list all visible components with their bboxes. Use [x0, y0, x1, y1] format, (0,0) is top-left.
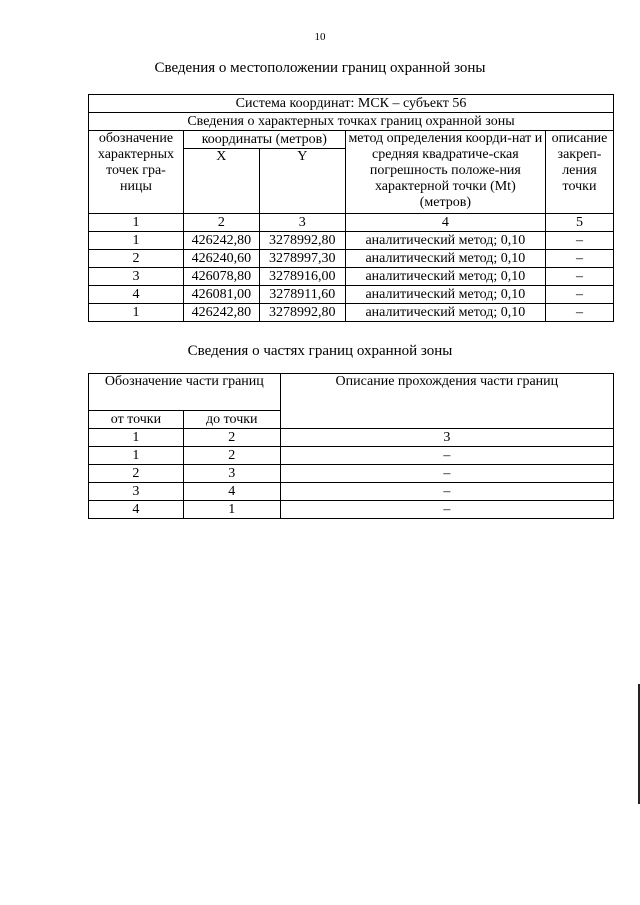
- point-cell: 2: [89, 250, 184, 268]
- column-numbers-row: [89, 214, 614, 232]
- method-cell: аналитический метод; 0,10: [345, 304, 545, 322]
- column-number: 5: [546, 214, 614, 232]
- column-number: 4: [345, 214, 545, 232]
- desc-cell: –: [280, 501, 613, 519]
- y-cell: 3278992,80: [259, 232, 345, 250]
- col-designation-header: обозначение характерных точек гра-ницы: [89, 131, 184, 214]
- from-cell: 3: [89, 483, 184, 501]
- from-point-header: от точки: [89, 411, 184, 429]
- point-cell: 4: [89, 286, 184, 304]
- coordinates-table: [88, 94, 614, 322]
- desc-cell: –: [280, 465, 613, 483]
- x-cell: 426078,80: [183, 268, 259, 286]
- boundary-parts-table: [88, 373, 614, 519]
- column-number: 1: [89, 214, 184, 232]
- col-method-header: метод определения коорди-нат и средняя квадратиче-ская погрешность положе-ния характерной точки (Mt) (метров): [345, 131, 545, 214]
- column-numbers-row: [89, 429, 614, 447]
- table-row: [89, 250, 614, 268]
- to-point-header: до точки: [183, 411, 280, 429]
- desc-cell: –: [280, 483, 613, 501]
- table-row: [89, 501, 614, 519]
- method-cell: аналитический метод; 0,10: [345, 232, 545, 250]
- desc-cell: –: [546, 286, 614, 304]
- section-title-location: Сведения о местоположении границ охранной зоны: [154, 60, 486, 76]
- parts-designation-header: Обозначение части границ: [89, 374, 281, 411]
- column-number: 3: [280, 429, 613, 447]
- col-coords-header: координаты (метров): [183, 131, 345, 149]
- x-cell: 426242,80: [183, 232, 259, 250]
- desc-cell: –: [546, 268, 614, 286]
- point-cell: 1: [89, 232, 184, 250]
- table-row: [89, 268, 614, 286]
- from-cell: 2: [89, 465, 184, 483]
- desc-cell: –: [546, 232, 614, 250]
- column-number: 2: [183, 214, 259, 232]
- method-cell: аналитический метод; 0,10: [345, 286, 545, 304]
- page-number: 10: [314, 31, 326, 43]
- point-cell: 1: [89, 304, 184, 322]
- to-cell: 1: [183, 501, 280, 519]
- y-cell: 3278911,60: [259, 286, 345, 304]
- table-row: [89, 465, 614, 483]
- from-cell: 4: [89, 501, 184, 519]
- coord-system-header: Система координат: МСК – субъект 56: [89, 95, 614, 113]
- desc-cell: –: [546, 304, 614, 322]
- from-cell: 1: [89, 447, 184, 465]
- method-cell: аналитический метод; 0,10: [345, 268, 545, 286]
- col-x-header: X: [183, 149, 259, 214]
- x-cell: 426240,60: [183, 250, 259, 268]
- section-title-parts: Сведения о частях границ охранной зоны: [187, 343, 453, 359]
- desc-cell: –: [546, 250, 614, 268]
- y-cell: 3278992,80: [259, 304, 345, 322]
- col-y-header: Y: [259, 149, 345, 214]
- parts-description-header: Описание прохождения части границ: [280, 374, 613, 429]
- col-description-header: описание закреп-ления точки: [546, 131, 614, 214]
- table-row: [89, 483, 614, 501]
- column-number: 1: [89, 429, 184, 447]
- x-cell: 426242,80: [183, 304, 259, 322]
- to-cell: 2: [183, 447, 280, 465]
- x-cell: 426081,00: [183, 286, 259, 304]
- to-cell: 3: [183, 465, 280, 483]
- column-number: 3: [259, 214, 345, 232]
- method-cell: аналитический метод; 0,10: [345, 250, 545, 268]
- to-cell: 4: [183, 483, 280, 501]
- table-row: [89, 304, 614, 322]
- table-row: [89, 447, 614, 465]
- y-cell: 3278997,30: [259, 250, 345, 268]
- column-number: 2: [183, 429, 280, 447]
- desc-cell: –: [280, 447, 613, 465]
- points-header: Сведения о характерных точках границ охранной зоны: [89, 113, 614, 131]
- y-cell: 3278916,00: [259, 268, 345, 286]
- table-row: [89, 232, 614, 250]
- table-row: [89, 286, 614, 304]
- point-cell: 3: [89, 268, 184, 286]
